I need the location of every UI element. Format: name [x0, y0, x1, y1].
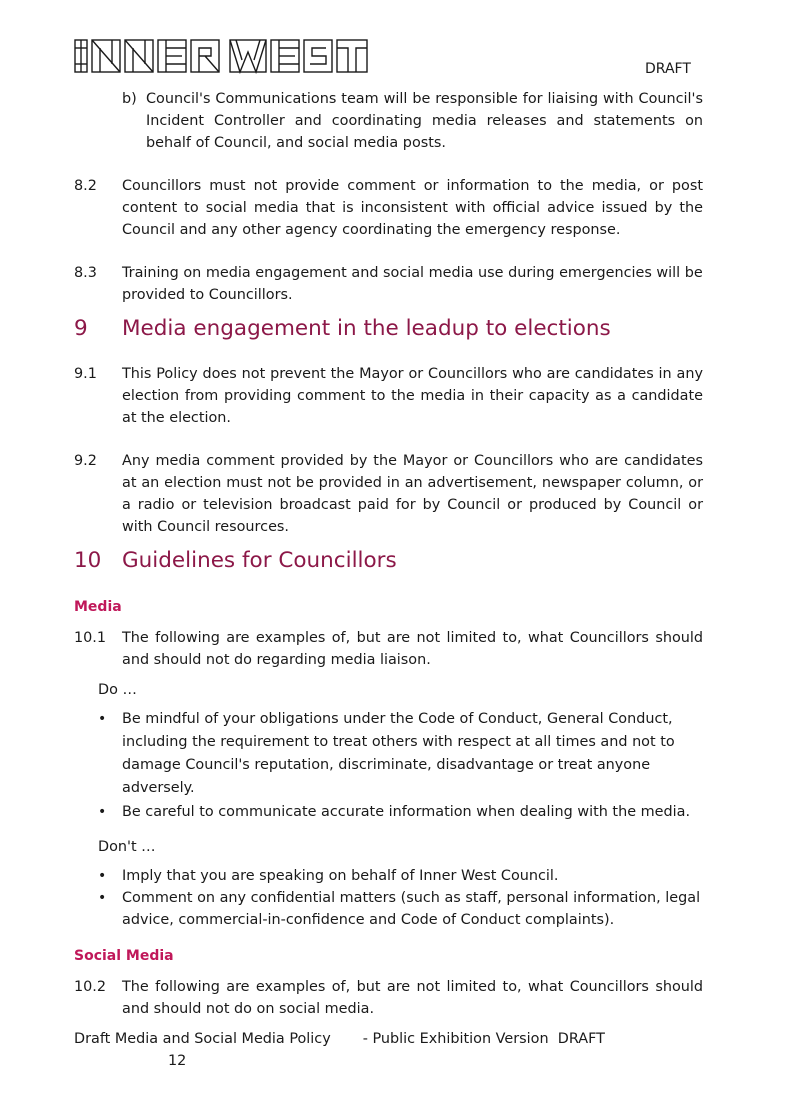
section-10-number: 10: [74, 548, 102, 573]
footer-text: Draft Media and Social Media Policy - Public Exhibition Version DRAFT: [74, 1031, 605, 1047]
bullet-icon: •: [98, 711, 107, 727]
para-10-2: The following are examples of, but are not limited to, what Councillors should and should not do on social media.: [122, 979, 703, 1017]
dont-item-1: Imply that you are speaking on behalf of Inner West Council.: [122, 868, 559, 884]
para-9-1: This Policy does not prevent the Mayor or Councillors who are candidates in any election from providing comment to the media in their capacity as a candidate at the election.: [122, 366, 703, 426]
dont-label: Don't …: [98, 839, 156, 855]
section-10-heading: Guidelines for Councillors: [122, 548, 397, 573]
para-8-3: Training on media engagement and social media use during emergencies will be provided to Councillors.: [122, 265, 703, 303]
para-number-9-1: 9.1: [74, 366, 97, 382]
do-label: Do …: [98, 682, 137, 698]
para-number-10-2: 10.2: [74, 979, 107, 995]
list-marker-b: b): [122, 91, 137, 107]
draft-header-label: DRAFT: [645, 61, 691, 77]
bullet-icon: •: [98, 890, 107, 906]
para-8-2: Councillors must not provide comment or information to the media, or post content to social media that is inconsistent with official advice issued by the Council and any other agency coordinating the emergency response.: [122, 178, 703, 238]
bullet-icon: •: [98, 804, 107, 820]
inner-west-logo: [74, 38, 369, 74]
section-9-number: 9: [74, 316, 88, 341]
para-number-8-3: 8.3: [74, 265, 97, 281]
para-9-2: Any media comment provided by the Mayor or Councillors who are candidates at an election must not be provided in an advertisement, newspaper column, or a radio or television broadcast paid for by Council or produced by Council or with Council resources.: [122, 453, 703, 535]
item-b-text: Council's Communications team will be responsible for liaising with Council's Incident Controller and coordinating media releases and statements on behalf of Council, and social media posts.: [146, 91, 703, 151]
para-number-10-1: 10.1: [74, 630, 107, 646]
do-item-2: Be careful to communicate accurate information when dealing with the media.: [122, 804, 691, 820]
para-10-1: The following are examples of, but are not limited to, what Councillors should and should not do regarding media liaison.: [122, 630, 703, 668]
dont-item-2: Comment on any confidential matters (such as staff, personal information, legal advice, commercial-in-confidence and Code of Conduct complaints).: [122, 890, 701, 928]
do-item-1: Be mindful of your obligations under the Code of Conduct, General Conduct, including the requirement to treat others with respect at all times and not to damage Council's reputation, discriminate, disadvantage or treat anyone adversely.: [122, 711, 675, 796]
bullet-icon: •: [98, 868, 107, 884]
media-subheading: Media: [74, 599, 122, 615]
page-number: 12: [168, 1053, 187, 1069]
para-number-9-2: 9.2: [74, 453, 97, 469]
section-9-heading: Media engagement in the leadup to elections: [122, 316, 611, 341]
social-media-subheading: Social Media: [74, 948, 174, 964]
para-number-8-2: 8.2: [74, 178, 97, 194]
